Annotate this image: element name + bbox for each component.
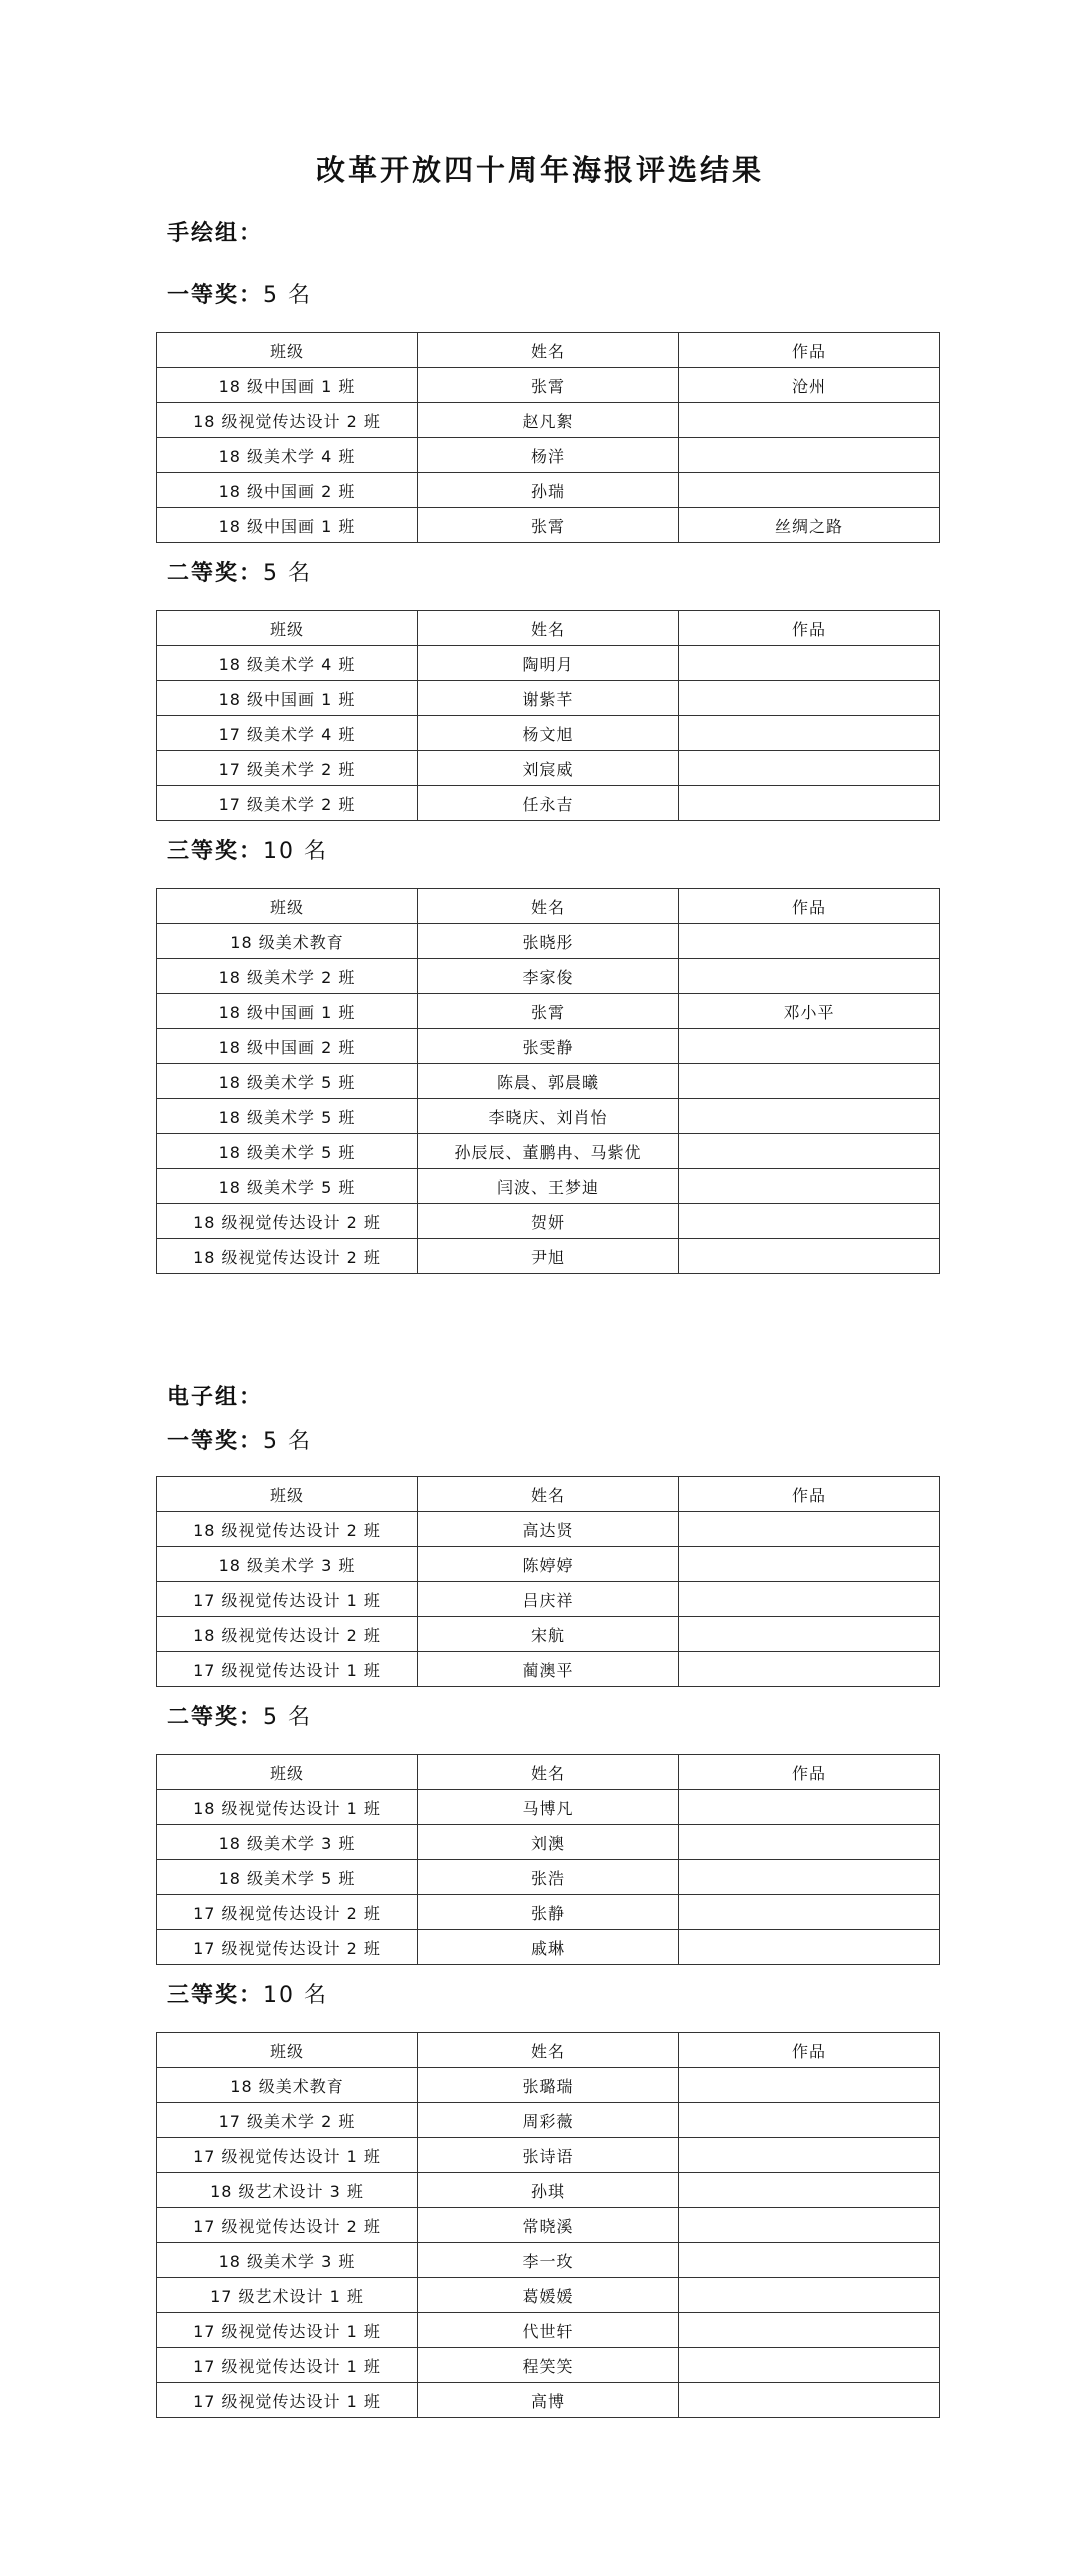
cell-name: 吕庆祥 (418, 1582, 679, 1617)
award-name: 一等奖： (167, 1429, 264, 1454)
award-count: 5 名 (263, 1705, 313, 1730)
table-row (157, 1895, 940, 1930)
cell-class: 18 级美术学 3 班 (157, 2243, 418, 2278)
cell-class: 18 级视觉传达设计 2 班 (157, 1204, 418, 1239)
cell-work (679, 716, 940, 751)
table-row (157, 2278, 940, 2313)
table-row (157, 1239, 940, 1274)
cell-class: 17 级艺术设计 1 班 (157, 2278, 418, 2313)
cell-class: 18 级美术学 4 班 (157, 438, 418, 473)
table-row (157, 2243, 940, 2278)
cell-class: 17 级视觉传达设计 2 班 (157, 1930, 418, 1965)
cell-work (679, 1099, 940, 1134)
cell-name: 张诗语 (418, 2138, 679, 2173)
cell-work (679, 1825, 940, 1860)
cell-work (679, 924, 940, 959)
award-count: 5 名 (263, 561, 313, 586)
column-header-class: 班级 (157, 1755, 418, 1790)
cell-name: 尹旭 (418, 1239, 679, 1274)
cell-class: 18 级视觉传达设计 2 班 (157, 1617, 418, 1652)
table-row (157, 2348, 940, 2383)
column-header-class: 班级 (157, 611, 418, 646)
cell-work (679, 786, 940, 821)
table-row (157, 1547, 940, 1582)
cell-class: 17 级视觉传达设计 1 班 (157, 2348, 418, 2383)
cell-name: 马博凡 (418, 1790, 679, 1825)
award-title (167, 278, 312, 309)
cell-work (679, 2138, 940, 2173)
cell-work (679, 959, 940, 994)
award-title (167, 1700, 312, 1731)
cell-class: 18 级中国画 1 班 (157, 368, 418, 403)
column-header-name: 姓名 (418, 2033, 679, 2068)
group-title-digital: 电子组： (167, 1385, 264, 1410)
group-title-hand-drawn: 手绘组： (167, 221, 264, 246)
award-count: 5 名 (263, 283, 313, 308)
cell-work (679, 473, 940, 508)
award-table (156, 610, 940, 821)
cell-class: 18 级美术学 5 班 (157, 1860, 418, 1895)
award-name: 一等奖： (167, 283, 264, 308)
table-row (157, 994, 940, 1029)
cell-class: 18 级美术学 2 班 (157, 959, 418, 994)
column-header-name: 姓名 (418, 889, 679, 924)
table-row (157, 1134, 940, 1169)
cell-work (679, 1895, 940, 1930)
award-table (156, 1476, 940, 1687)
cell-name: 谢紫芊 (418, 681, 679, 716)
table-row (157, 646, 940, 681)
table-row (157, 681, 940, 716)
cell-work (679, 1860, 940, 1895)
cell-work (679, 2278, 940, 2313)
column-header-class: 班级 (157, 1477, 418, 1512)
cell-class: 17 级视觉传达设计 2 班 (157, 1895, 418, 1930)
table-row (157, 1790, 940, 1825)
cell-class: 17 级美术学 2 班 (157, 2103, 418, 2138)
cell-work (679, 1930, 940, 1965)
cell-class: 17 级视觉传达设计 1 班 (157, 1652, 418, 1687)
table-row (157, 473, 940, 508)
cell-name: 戚琳 (418, 1930, 679, 1965)
cell-name: 葛媛媛 (418, 2278, 679, 2313)
cell-class: 18 级美术教育 (157, 2068, 418, 2103)
cell-work (679, 1204, 940, 1239)
column-header-name: 姓名 (418, 333, 679, 368)
cell-class: 18 级美术学 5 班 (157, 1134, 418, 1169)
cell-class: 18 级视觉传达设计 2 班 (157, 1239, 418, 1274)
cell-class: 18 级美术学 5 班 (157, 1099, 418, 1134)
cell-name: 代世轩 (418, 2313, 679, 2348)
cell-work: 沧州 (679, 368, 940, 403)
cell-work (679, 1652, 940, 1687)
table-row (157, 2208, 940, 2243)
table-row (157, 1860, 940, 1895)
cell-name: 刘澳 (418, 1825, 679, 1860)
cell-class: 18 级美术教育 (157, 924, 418, 959)
table-header-row (157, 1477, 940, 1512)
cell-name: 高达贤 (418, 1512, 679, 1547)
cell-class: 18 级中国画 2 班 (157, 1029, 418, 1064)
award-count: 10 名 (263, 839, 329, 864)
cell-name: 宋航 (418, 1617, 679, 1652)
column-header-work: 作品 (679, 333, 940, 368)
cell-name: 李家俊 (418, 959, 679, 994)
cell-name: 贺妍 (418, 1204, 679, 1239)
table-row (157, 1652, 940, 1687)
column-header-name: 姓名 (418, 1755, 679, 1790)
cell-work: 邓小平 (679, 994, 940, 1029)
cell-work (679, 1790, 940, 1825)
table-row (157, 1029, 940, 1064)
cell-name: 高博 (418, 2383, 679, 2418)
table-row (157, 1582, 940, 1617)
table-row (157, 959, 940, 994)
table-row (157, 508, 940, 543)
cell-work (679, 1512, 940, 1547)
award-table (156, 332, 940, 543)
cell-name: 张璐瑞 (418, 2068, 679, 2103)
cell-name: 张霄 (418, 994, 679, 1029)
table-row (157, 786, 940, 821)
cell-class: 17 级美术学 2 班 (157, 786, 418, 821)
table-header-row (157, 1755, 940, 1790)
table-row (157, 716, 940, 751)
award-table (156, 888, 940, 1274)
cell-name: 常晓溪 (418, 2208, 679, 2243)
award-title (167, 1978, 328, 2009)
cell-name: 闫波、王梦迪 (418, 1169, 679, 1204)
award-name: 二等奖： (167, 1705, 264, 1730)
table-header-row (157, 611, 940, 646)
table-row (157, 2068, 940, 2103)
cell-name: 孙琪 (418, 2173, 679, 2208)
cell-name: 李一玫 (418, 2243, 679, 2278)
award-name: 三等奖： (167, 1983, 264, 2008)
column-header-work: 作品 (679, 1755, 940, 1790)
cell-class: 18 级中国画 1 班 (157, 994, 418, 1029)
column-header-work: 作品 (679, 1477, 940, 1512)
cell-class: 18 级视觉传达设计 2 班 (157, 1512, 418, 1547)
cell-name: 陈婷婷 (418, 1547, 679, 1582)
cell-class: 18 级美术学 5 班 (157, 1064, 418, 1099)
column-header-work: 作品 (679, 611, 940, 646)
cell-work (679, 1582, 940, 1617)
cell-work (679, 2313, 940, 2348)
column-header-work: 作品 (679, 889, 940, 924)
table-row (157, 2383, 940, 2418)
award-title (167, 556, 312, 587)
cell-name: 孙瑞 (418, 473, 679, 508)
cell-name: 周彩薇 (418, 2103, 679, 2138)
cell-class: 18 级视觉传达设计 1 班 (157, 1790, 418, 1825)
cell-name: 李晓庆、刘肖怡 (418, 1099, 679, 1134)
table-row (157, 924, 940, 959)
cell-class: 17 级美术学 4 班 (157, 716, 418, 751)
award-title (167, 1424, 312, 1455)
cell-class: 18 级中国画 2 班 (157, 473, 418, 508)
cell-class: 18 级美术学 3 班 (157, 1547, 418, 1582)
cell-work (679, 438, 940, 473)
cell-work (679, 1134, 940, 1169)
cell-work (679, 751, 940, 786)
award-table (156, 2032, 940, 2418)
table-row (157, 1099, 940, 1134)
table-row (157, 751, 940, 786)
cell-work (679, 2103, 940, 2138)
cell-class: 17 级美术学 2 班 (157, 751, 418, 786)
cell-class: 18 级美术学 3 班 (157, 1825, 418, 1860)
page-title: 改革开放四十周年海报评选结果 (315, 153, 764, 187)
cell-work (679, 1169, 940, 1204)
cell-class: 18 级美术学 5 班 (157, 1169, 418, 1204)
column-header-class: 班级 (157, 2033, 418, 2068)
cell-work (679, 2208, 940, 2243)
cell-work (679, 2173, 940, 2208)
table-header-row (157, 2033, 940, 2068)
cell-work (679, 2068, 940, 2103)
cell-name: 张静 (418, 1895, 679, 1930)
table-row (157, 1064, 940, 1099)
award-count: 10 名 (263, 1983, 329, 2008)
cell-name: 杨洋 (418, 438, 679, 473)
cell-name: 杨文旭 (418, 716, 679, 751)
cell-class: 17 级视觉传达设计 1 班 (157, 1582, 418, 1617)
table-row (157, 2138, 940, 2173)
cell-name: 张霄 (418, 368, 679, 403)
cell-name: 赵凡絮 (418, 403, 679, 438)
cell-name: 张霄 (418, 508, 679, 543)
cell-name: 张雯静 (418, 1029, 679, 1064)
cell-name: 张浩 (418, 1860, 679, 1895)
cell-work (679, 1547, 940, 1582)
cell-work (679, 2383, 940, 2418)
table-row (157, 2313, 940, 2348)
table-row (157, 1930, 940, 1965)
cell-work (679, 1029, 940, 1064)
cell-class: 18 级艺术设计 3 班 (157, 2173, 418, 2208)
cell-class: 18 级视觉传达设计 2 班 (157, 403, 418, 438)
award-count: 5 名 (263, 1429, 313, 1454)
table-row (157, 368, 940, 403)
cell-class: 18 级中国画 1 班 (157, 681, 418, 716)
cell-class: 17 级视觉传达设计 2 班 (157, 2208, 418, 2243)
table-row (157, 2103, 940, 2138)
award-name: 三等奖： (167, 839, 264, 864)
table-row (157, 1204, 940, 1239)
cell-class: 18 级美术学 4 班 (157, 646, 418, 681)
cell-class: 17 级视觉传达设计 1 班 (157, 2138, 418, 2173)
column-header-class: 班级 (157, 333, 418, 368)
cell-class: 17 级视觉传达设计 1 班 (157, 2383, 418, 2418)
cell-name: 刘宸威 (418, 751, 679, 786)
cell-name: 张晓彤 (418, 924, 679, 959)
table-row (157, 1825, 940, 1860)
cell-work (679, 1064, 940, 1099)
cell-work (679, 403, 940, 438)
table-row (157, 1169, 940, 1204)
cell-class: 17 级视觉传达设计 1 班 (157, 2313, 418, 2348)
award-name: 二等奖： (167, 561, 264, 586)
table-row (157, 2173, 940, 2208)
cell-work (679, 2243, 940, 2278)
table-row (157, 438, 940, 473)
cell-work (679, 1239, 940, 1274)
column-header-work: 作品 (679, 2033, 940, 2068)
table-row (157, 403, 940, 438)
column-header-name: 姓名 (418, 611, 679, 646)
award-title (167, 834, 328, 865)
column-header-name: 姓名 (418, 1477, 679, 1512)
cell-name: 陶明月 (418, 646, 679, 681)
cell-name: 孙辰辰、董鹏冉、马紫优 (418, 1134, 679, 1169)
table-row (157, 1512, 940, 1547)
cell-work (679, 1617, 940, 1652)
cell-work (679, 646, 940, 681)
column-header-class: 班级 (157, 889, 418, 924)
table-header-row (157, 333, 940, 368)
cell-work (679, 2348, 940, 2383)
cell-name: 程笑笑 (418, 2348, 679, 2383)
table-header-row (157, 889, 940, 924)
cell-name: 陈晨、郭晨曦 (418, 1064, 679, 1099)
cell-class: 18 级中国画 1 班 (157, 508, 418, 543)
cell-work (679, 681, 940, 716)
cell-work: 丝绸之路 (679, 508, 940, 543)
cell-name: 任永吉 (418, 786, 679, 821)
award-table (156, 1754, 940, 1965)
cell-name: 蔺澳平 (418, 1652, 679, 1687)
table-row (157, 1617, 940, 1652)
